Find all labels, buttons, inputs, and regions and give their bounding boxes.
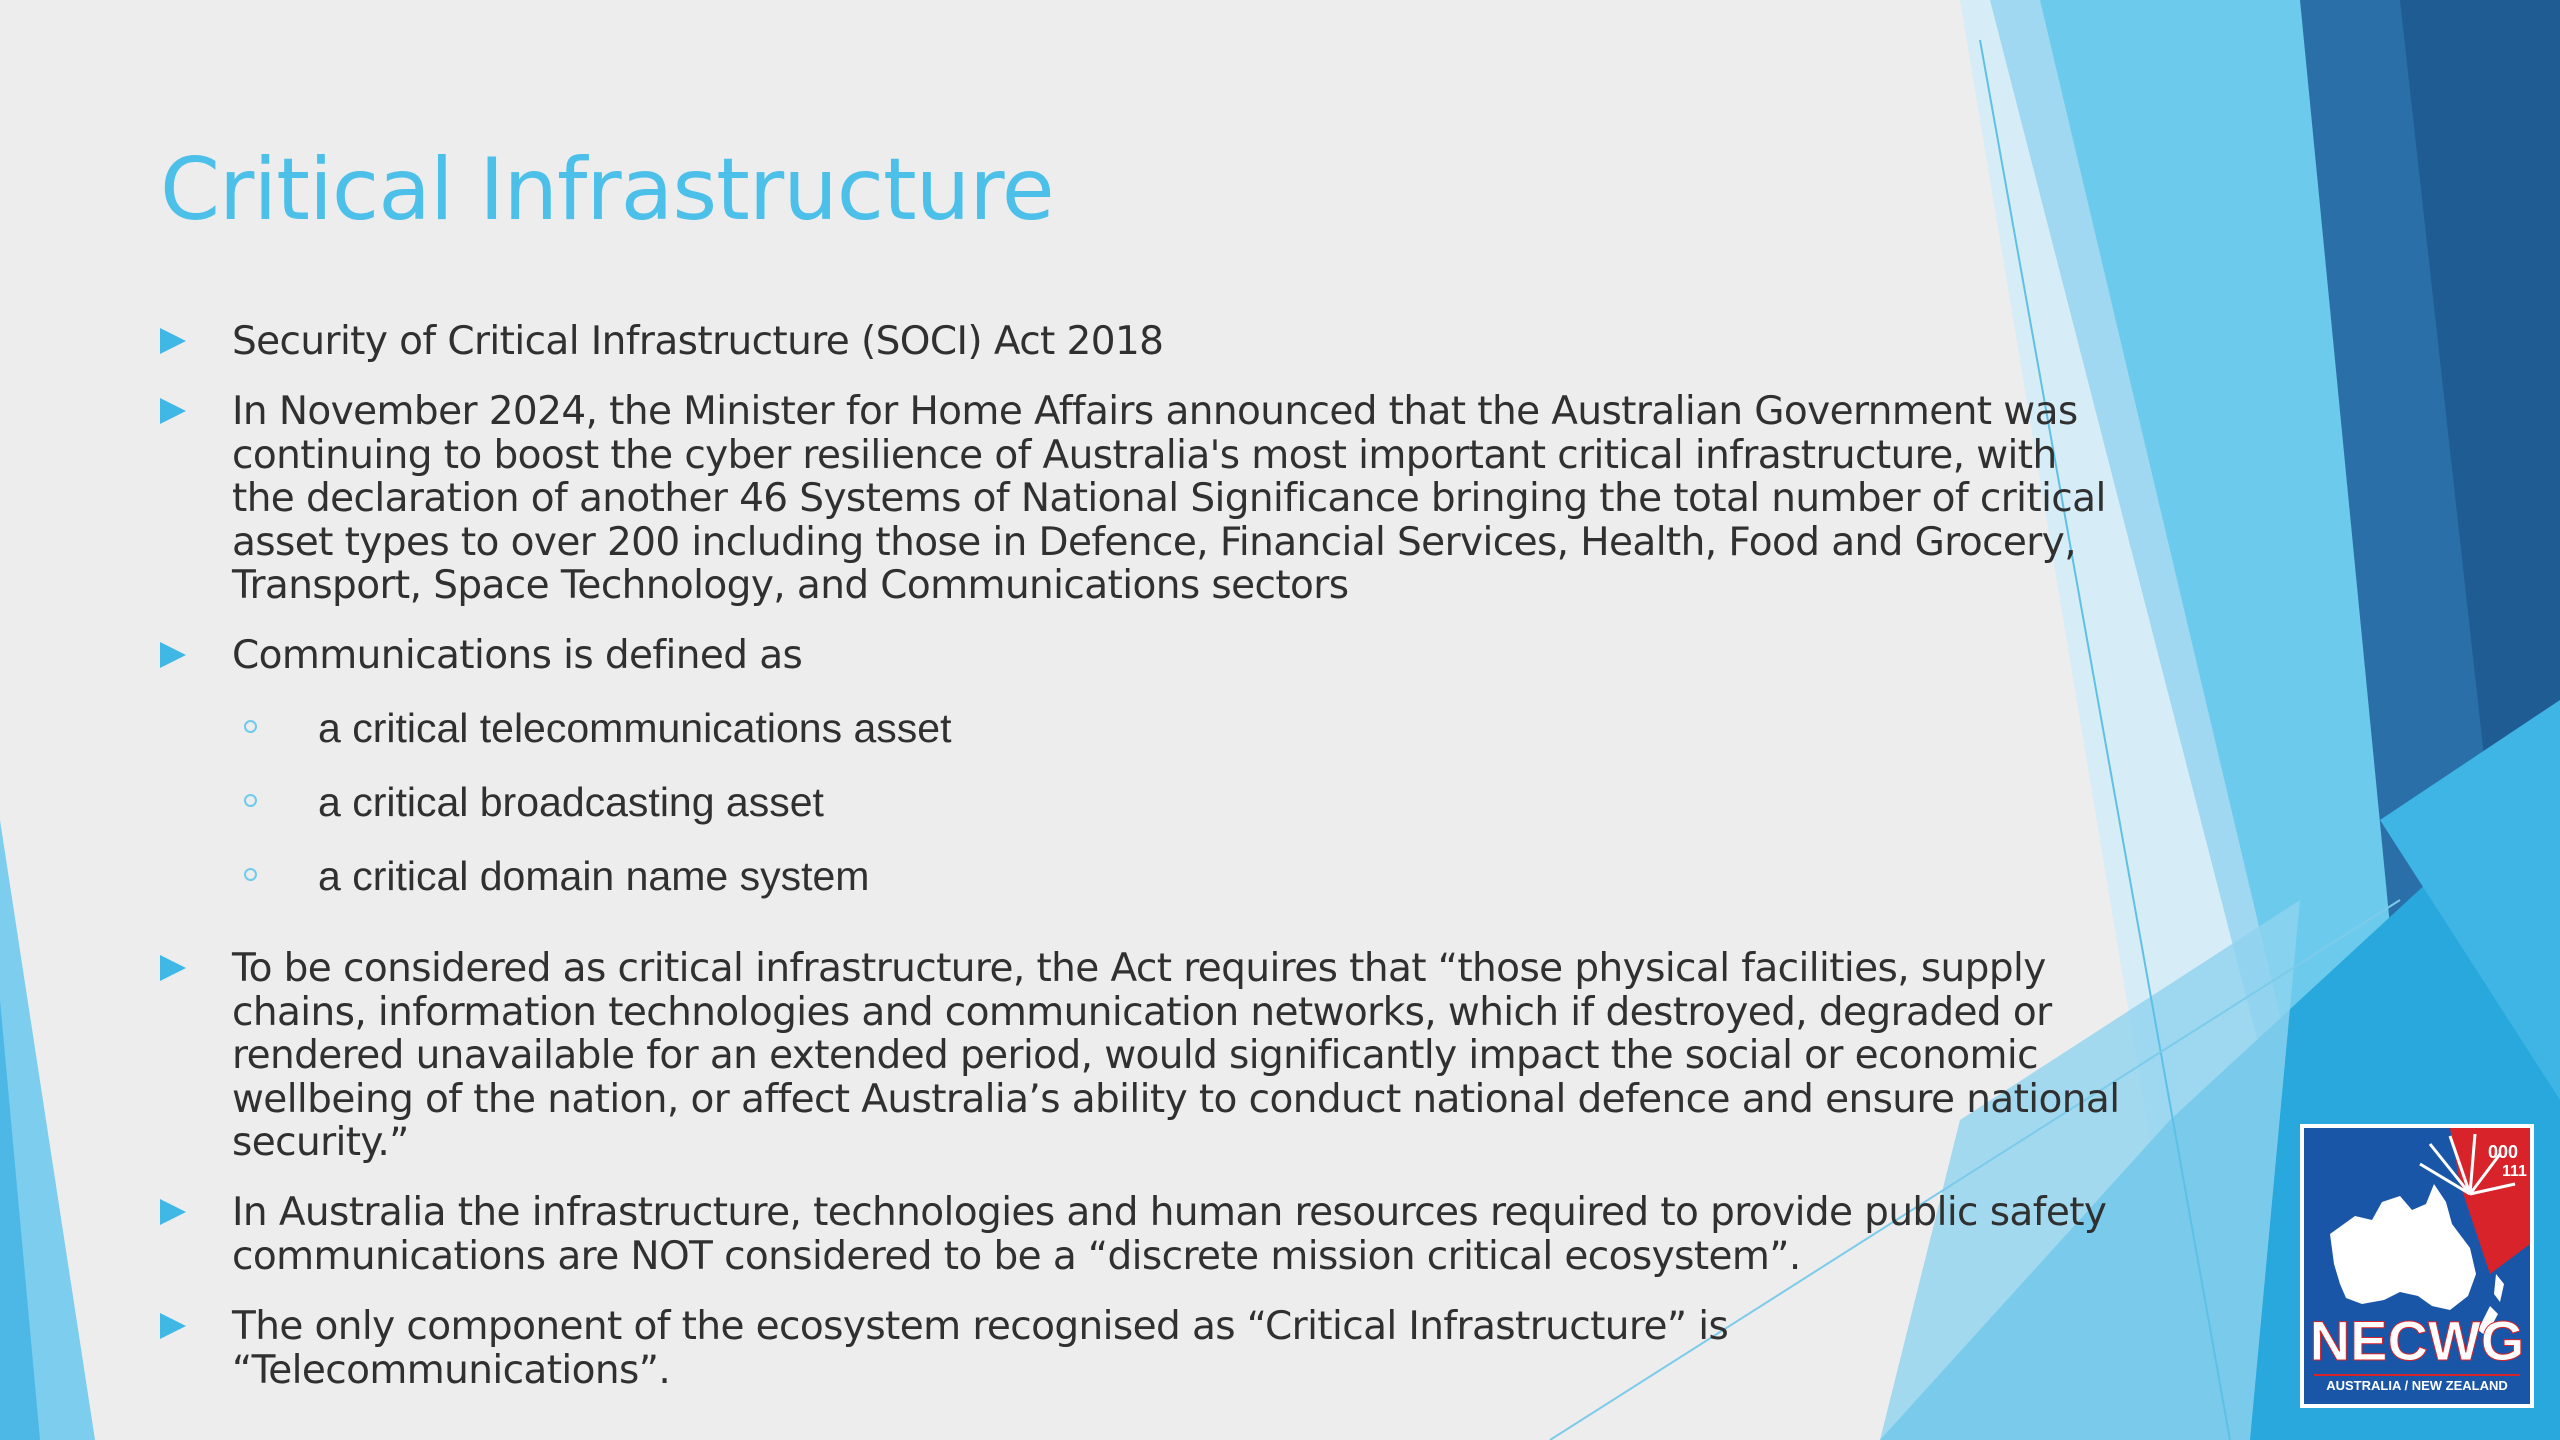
sub-bullet-item: [244, 780, 824, 824]
sub-bullet-text: a critical broadcasting asset: [318, 779, 824, 825]
sub-bullet-text: a critical domain name system: [318, 853, 870, 899]
sub-bullet-item: [244, 854, 869, 898]
slide-title: Critical Infrastructure: [160, 140, 1054, 240]
bullet-text: In Australia the infrastructure, technologies and human resources required to provide public safety communications are NOT considered to be a “discrete mission critical ecosystem”.: [232, 1190, 2107, 1279]
bullet-text: The only component of the ecosystem recognised as “Critical Infrastructure” is “Telecommunications”.: [232, 1304, 1729, 1393]
bullet-item: [160, 390, 2120, 608]
logo-name: NECWG: [2309, 1309, 2525, 1372]
logo-tagline: AUSTRALIA / NEW ZEALAND: [2326, 1378, 2508, 1393]
arrow-bullet-icon: [160, 1313, 186, 1339]
arrow-bullet-icon: [160, 955, 186, 981]
bullet-item: [160, 1191, 2120, 1278]
necwg-logo: [2300, 1124, 2534, 1408]
circle-bullet-icon: [244, 794, 257, 807]
logo-number-top: 000: [2488, 1142, 2519, 1162]
bullet-item: [160, 947, 2120, 1165]
circle-bullet-icon: [244, 868, 257, 881]
arrow-bullet-icon: [160, 642, 186, 668]
circle-bullet-icon: [244, 720, 257, 733]
logo-number-bottom: 111: [2502, 1163, 2527, 1180]
bullet-text: To be considered as critical infrastructure, the Act requires that “those physical facilities, supply chains, information technologies and communication networks, which if destroyed, degraded or rendered unavailable for an extended period, would significantly impact the social or economic wellbeing of the nation, or affect Australia’s ability to conduct national defence and ensure national security.”: [232, 946, 2120, 1165]
bullet-item: [160, 320, 2120, 364]
bullet-item: [160, 634, 2120, 678]
bullet-text: Security of Critical Infrastructure (SOCI) Act 2018: [232, 319, 1164, 364]
sub-bullet-text: a critical telecommunications asset: [318, 705, 952, 751]
bullet-text: Communications is defined as: [232, 633, 803, 678]
bullet-item: [160, 1305, 2120, 1392]
bullet-text: In November 2024, the Minister for Home Affairs announced that the Australian Government was continuing to boost the cyber resilience of Australia's most important critical infrastructure, with the declaration of another 46 Systems of National Significance bringing the total number of critical asset types to over 200 including those in Defence, Financial Services, Health, Food and Grocery, Transport, Space Technology, and Communications sectors: [232, 389, 2106, 608]
sub-bullet-item: [244, 706, 951, 750]
arrow-bullet-icon: [160, 1199, 186, 1225]
arrow-bullet-icon: [160, 328, 186, 354]
arrow-bullet-icon: [160, 398, 186, 424]
